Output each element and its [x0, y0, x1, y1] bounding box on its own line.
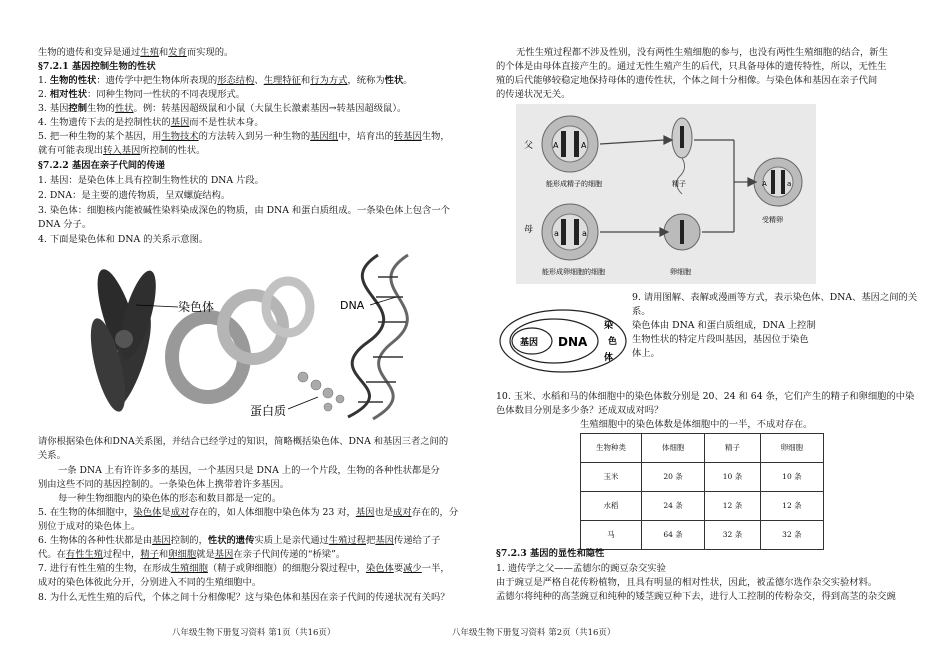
section-7-2-2-heading: §7.2.2 基因在亲子代间的传递: [38, 160, 165, 171]
item-7-line-1: 7. 进行有性生殖的生物，在形成生殖细胞（精子或卵细胞）的细胞分裂过程中，染色体要减少一半，: [38, 563, 450, 574]
table-cell: 64 条: [642, 521, 705, 550]
table-cell: 10 条: [760, 463, 823, 492]
table-cell: 32 条: [705, 521, 761, 550]
item-inheritance: 4. 生物遗传下去的是控制性状的基因而不是性状本身。: [38, 117, 264, 128]
table-cell: 12 条: [705, 492, 761, 521]
asexual-para-line-3: 殖的后代能够较稳定地保持母体的遗传性状，个体之间十分相像。与染色体和基因在亲子代间: [496, 75, 878, 86]
item-6-line-2: 代。在有性生殖过程中，精子和卵细胞就是基因在亲子代间传递的“桥梁”。: [38, 549, 346, 560]
table-header: 生物种类: [581, 434, 642, 463]
item-6-line-1: 6. 生物体的各种性状都是由基因控制的，性状的遗传实质上是亲代通过生殖过程把基因传递给了子: [38, 535, 441, 546]
item-8: 8. 为什么无性生殖的后代，个体之间十分相像呢？这与染色体和基因在亲子代间的传递状况有关吗？: [38, 592, 450, 603]
table-cell: 24 条: [642, 492, 705, 521]
label-sperm: 精子: [672, 180, 686, 188]
item-transgenic-a: 5. 把一种生物的某个基因，用生物技术的方法转入到另一种生物的基因组中，培育出的转基因生物，: [38, 131, 450, 142]
item-trait: 1. 生物的性状：遗传学中把生物体所表现的形态结构、生理特征和行为方式，统称为性状。: [38, 75, 413, 86]
answer-9-line-1: 染色体由 DNA 和蛋白质组成，DNA 上控制: [632, 320, 816, 331]
mendel-line-2: 由于豌豆是严格自花传粉植物，且具有明显的相对性状，因此，被孟德尔选作杂交实验材料。: [496, 577, 878, 588]
item-5-line-1: 5. 在生物的体细胞中，染色体是成对存在的，如人体细胞中染色体为 23 对，基因也是成对存在的，分: [38, 507, 459, 518]
svg-text:A: A: [762, 180, 767, 188]
venn-chromosome-label-3: 体: [604, 353, 614, 363]
svg-text:A: A: [553, 141, 559, 150]
label-father: 父: [524, 141, 534, 151]
def-dna: 2. DNA：是主要的遗传物质，呈双螺旋结构。: [38, 190, 231, 201]
diagram-intro: 4. 下面是染色体和 DNA 的关系示意图。: [38, 234, 209, 245]
table-cell: 10 条: [705, 463, 761, 492]
question-1-line-2: 关系。: [38, 450, 66, 461]
table-cell: 马: [581, 521, 642, 550]
chromosome-count-table: [580, 433, 824, 550]
table-row: [581, 521, 824, 550]
label-father-cell: 能形成精子的细胞: [546, 180, 602, 188]
label-egg: 卵细胞: [670, 268, 691, 276]
table-header: 体细胞: [642, 434, 705, 463]
table-cell: 12 条: [760, 492, 823, 521]
answer-9-line-3: 体上。: [632, 348, 660, 359]
right-page-footer: 八年级生物下册复习资料 第2页（共16页）: [452, 628, 616, 638]
table-row: [581, 463, 824, 492]
item-relative-trait: 2. 相对性状：同种生物同一性状的不同表现形式。: [38, 89, 246, 100]
chromosome-image: [84, 265, 163, 415]
label-mother: 母: [524, 225, 534, 235]
mendel-line-1: 1. 遗传学之父——孟德尔的豌豆杂交实验: [496, 563, 666, 574]
chromosome-dna-figure: [78, 247, 438, 427]
answer-10: 生殖细胞中的染色体数是体细胞中的一半，不成对存在。: [580, 419, 813, 430]
table-header: 卵细胞: [760, 434, 823, 463]
venn-gene-label: 基因: [520, 338, 539, 348]
intro-line: 生物的遗传和变异是通过生殖和发育而实现的。: [38, 47, 234, 58]
item-5-line-2: 别位于成对的染色体上。: [38, 521, 141, 532]
table-cell: 玉米: [581, 463, 642, 492]
svg-text:a: a: [787, 180, 792, 188]
table-cell: 水稻: [581, 492, 642, 521]
answer-9-line-2: 生物性状的特定片段叫基因，基因位于染色: [632, 334, 809, 345]
table-header: 精子: [705, 434, 761, 463]
answer-1-line-2: 别由这些不同的基因控制的。一条染色体上携带着许多基因。: [38, 479, 290, 490]
table-cell: 32 条: [760, 521, 823, 550]
asexual-para-line-2: 的个体是由母体直接产生的。通过无性生殖产生的后代，只具备母体的遗传特性，所以，无性生: [496, 61, 887, 72]
label-mother-cell: 能形成卵细胞的细胞: [542, 268, 605, 276]
question-1-line-1: 请你根据染色体和DNA关系图，并结合已经学过的知识，简略概括染色体、DNA 和基因三者之间的: [38, 436, 449, 447]
label-protein: 蛋白质: [250, 404, 287, 418]
def-chromosome-b: DNA 分子。: [38, 219, 92, 230]
gene-transmission-figure: [516, 104, 816, 284]
left-page-footer: 八年级生物下册复习资料 第1页（共16页）: [172, 628, 336, 638]
venn-dna-label: DNA: [558, 335, 588, 349]
question-9-line-1: 9. 请用图解、表解或漫画等方式，表示染色体、DNA、基因之间的关: [632, 292, 918, 303]
answer-1-line-1: 一条 DNA 上有许许多多的基因，一个基因只是 DNA 上的一个片段，生物的各种性状都是分: [58, 465, 440, 476]
def-chromosome-a: 3. 染色体：细胞核内能被碱性染料染成深色的物质，由 DNA 和蛋白质组成。一条染色体上包含一个: [38, 205, 450, 216]
item-gene-control: 3. 基因控制生物的性状。例：转基因超级鼠和小鼠（大鼠生长激素基因→转基因超级鼠）。: [38, 103, 407, 114]
svg-text:a: a: [554, 229, 559, 238]
question-10-line-2: 色体数目分别是多少条？还成双成对吗？: [496, 405, 664, 416]
venn-chromosome-label-2: 色: [608, 337, 618, 347]
mendel-line-3: 孟德尔将纯种的高茎豌豆和纯种的矮茎豌豆种下去，进行人工控制的传粉杂交，得到高茎的杂交豌: [496, 591, 896, 602]
question-10-line-1: 10. 玉米、水稻和马的体细胞中的染色体数分别是 20、24 和 64 条，它们产生的精子和卵细胞的中染: [496, 391, 915, 402]
answer-1-line-3: 每一种生物细胞内的染色体的形态和数目都是一定的。: [58, 493, 282, 504]
svg-text:a: a: [582, 229, 587, 238]
item-transgenic-b: 就有可能表现出转入基因所控制的性状。: [38, 145, 206, 156]
table-row: [581, 492, 824, 521]
asexual-para-line-1: 无性生殖过程都不涉及性别，没有两性生殖细胞的参与，也没有两性生殖细胞的结合，新生: [516, 47, 888, 58]
question-9-line-2: 系。: [632, 306, 651, 317]
label-dna: DNA: [340, 299, 365, 312]
gene-dna-chromosome-venn: [498, 308, 628, 374]
table-cell: 20 条: [642, 463, 705, 492]
asexual-para-line-4: 的传递状况无关。: [496, 89, 571, 100]
label-chromosome: 染色体: [178, 300, 215, 314]
section-7-2-1-heading: §7.2.1 基因控制生物的性状: [38, 61, 156, 72]
venn-chromosome-label-1: 染: [604, 321, 614, 331]
item-7-line-2: 成对的染色体彼此分开，分别进入不同的生殖细胞中。: [38, 577, 262, 588]
def-gene: 1. 基因：是染色体上具有控制生物性状的 DNA 片段。: [38, 175, 264, 186]
section-7-2-3-heading: §7.2.3 基因的显性和隐性: [496, 548, 605, 559]
dna-helix-image: [348, 255, 408, 419]
label-zygote: 受精卵: [762, 216, 783, 224]
svg-text:A: A: [581, 141, 587, 150]
table-header-row: [581, 434, 824, 463]
